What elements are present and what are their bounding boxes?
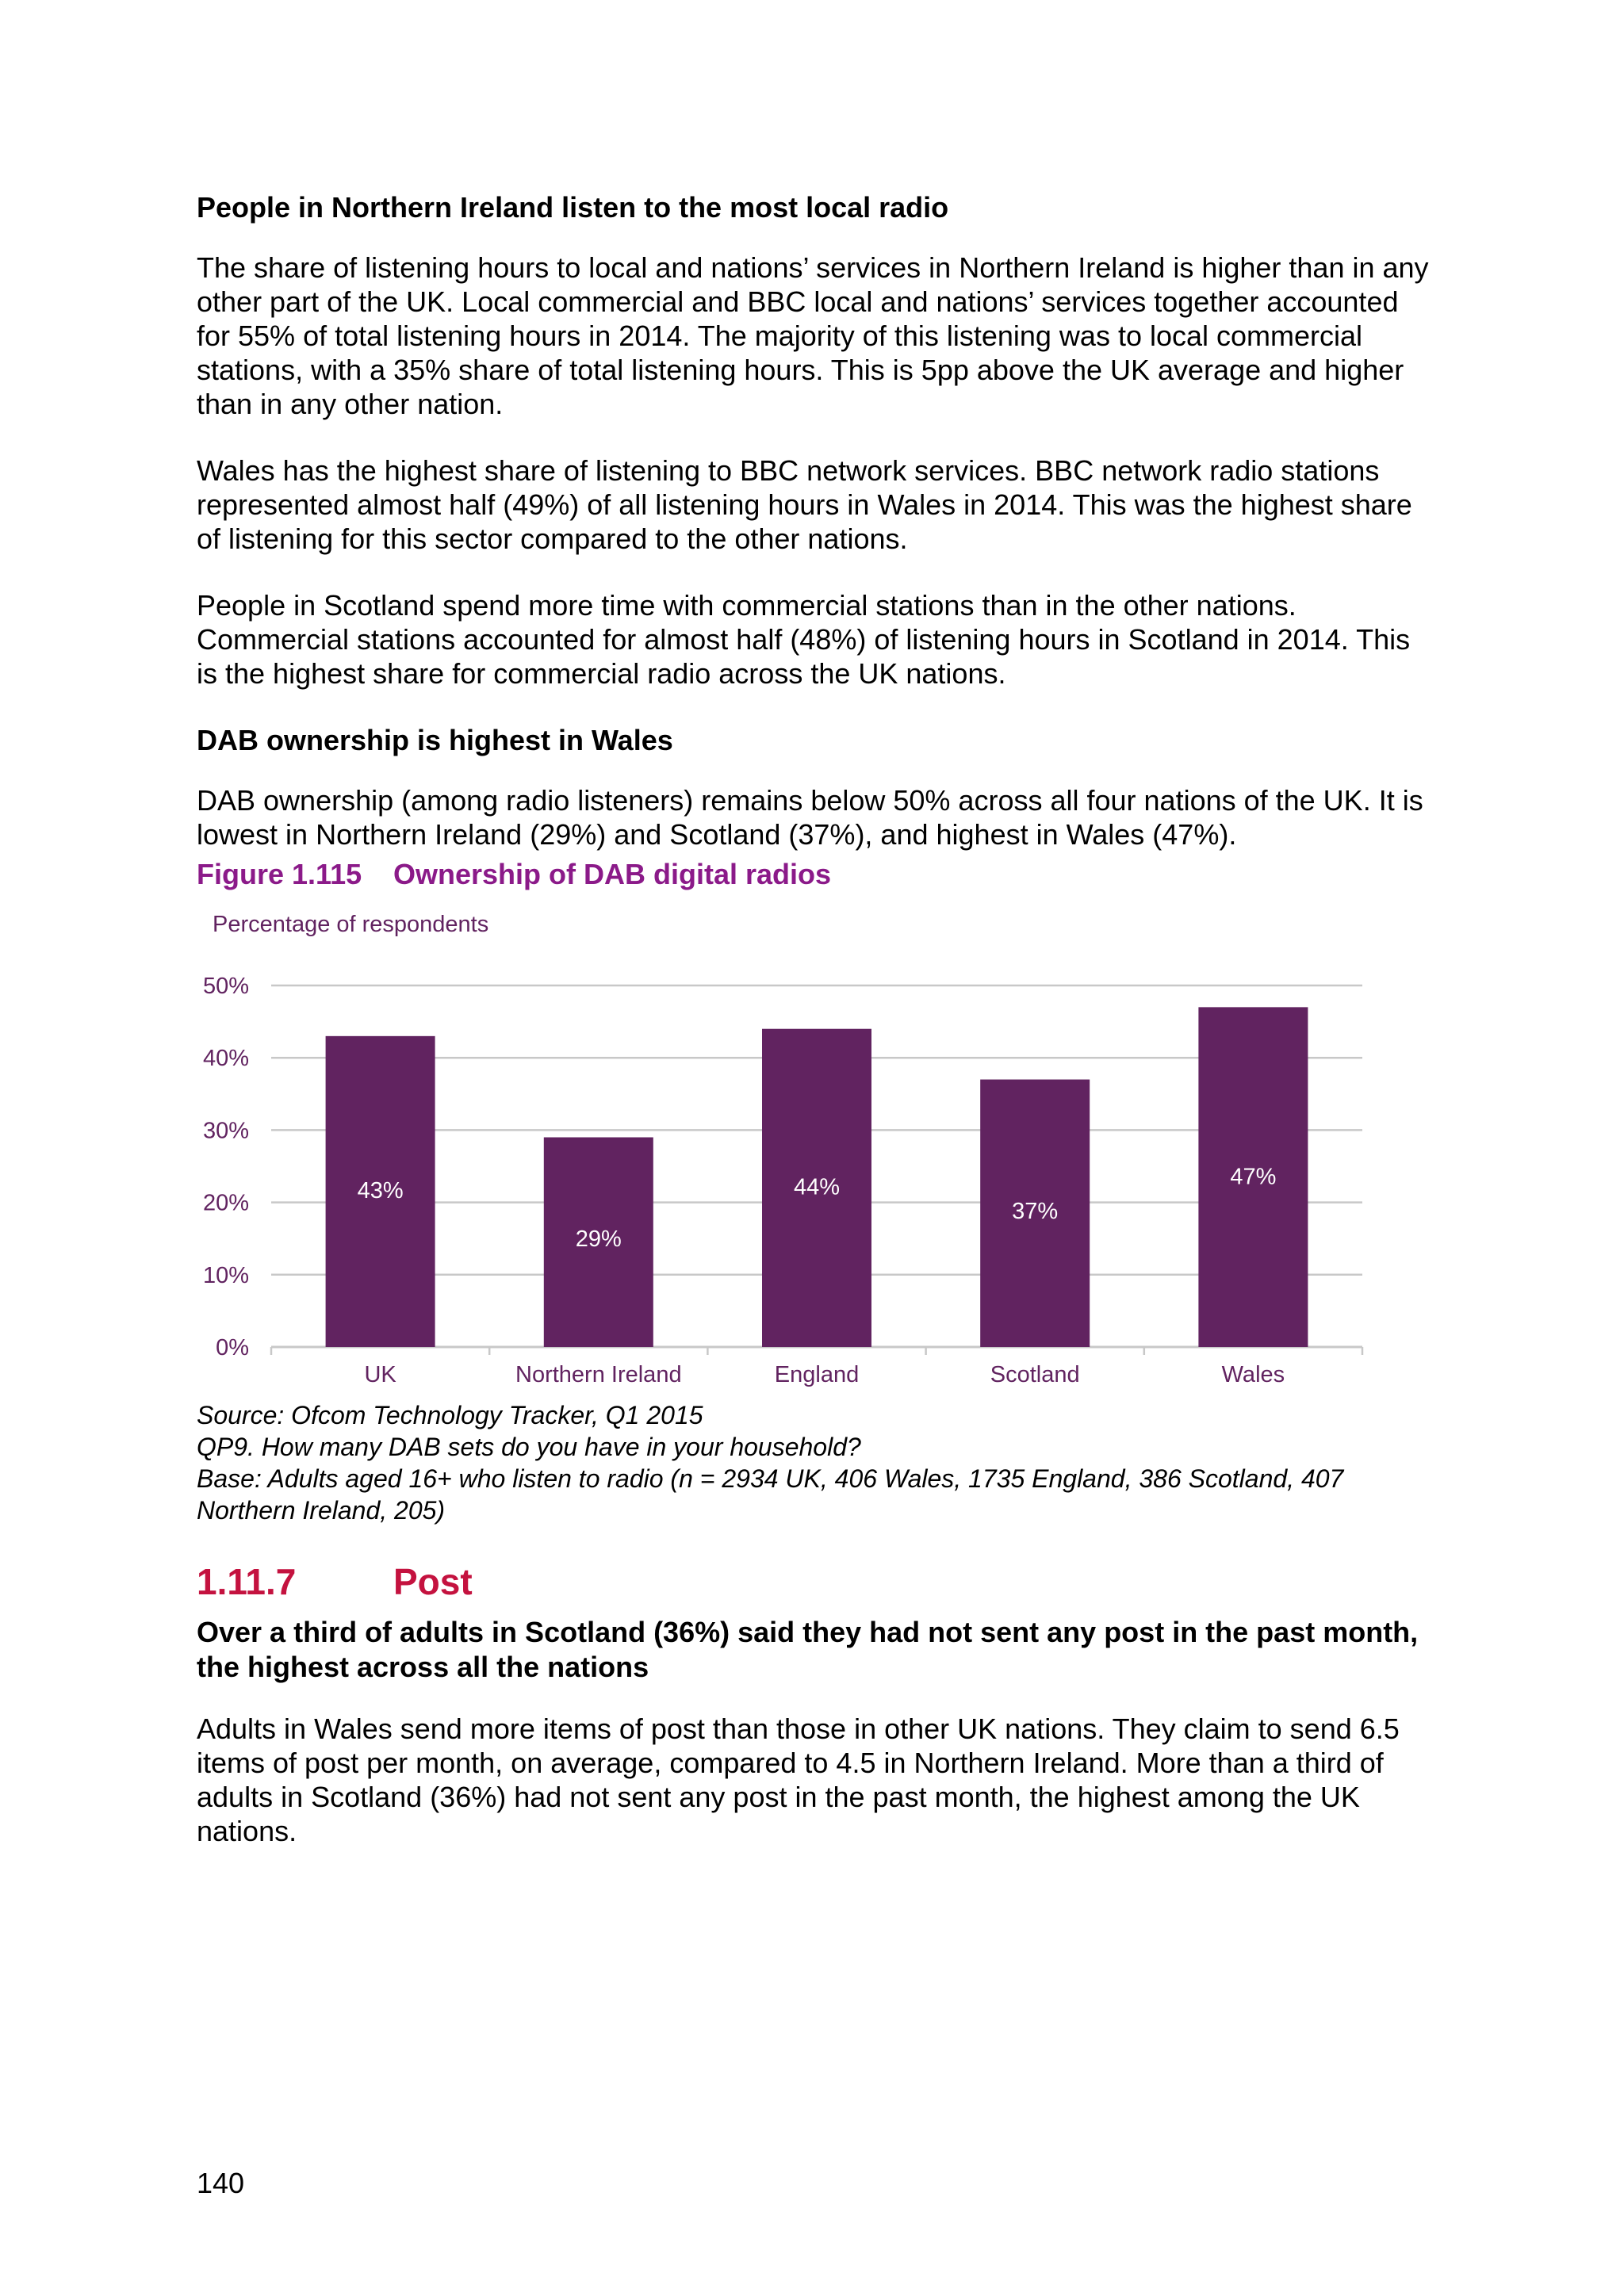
x-category-label: UK [364,1362,396,1387]
x-category-label: Northern Ireland [515,1362,682,1387]
heading-dab-ownership: DAB ownership is highest in Wales [197,724,673,756]
paragraph-post: Adults in Wales send more items of post than those in other UK nations. They claim to send 6.5 items of post per month, on average, compared to 4.5 in Northern Ireland. More than a third of adults in Scotland (36%) had not sent any post in the past month, the highest among the UK nations. [197,1712,1400,1847]
y-tick-label: 50% [202,974,249,999]
paragraph-dab-ownership: DAB ownership (among radio listeners) remains below 50% across all four nations of the UK. It is lowest in Northern Ireland (29%) and Scotland (37%), and highest in Wales (47%). [197,784,1423,851]
section-number: 1.11.7 [197,1561,297,1602]
x-category-label: England [774,1362,860,1387]
y-tick-label: 20% [202,1190,249,1216]
section-title: Post [393,1561,473,1602]
section-heading [197,1559,1434,1604]
paragraph-scotland-commercial: People in Scotland spend more time with commercial stations than in the other nations. Commercial stations accounted for almost half (48%) of listening hours in Scotland in 2014. This is the highest share for commercial radio across the UK nations. [197,589,1411,690]
page-content [197,190,1434,1881]
paragraph-local-radio: The share of listening hours to local and nations’ services in Northern Ireland is higher than in any other part of the UK. Local commercial and BBC local and nations’ services together accounted for 55% of total listening hours in 2014. The majority of this listening was to local commercial stations, with a 35% share of total listening hours. This is 5pp above the UK average and higher than in any other nation. [197,251,1429,420]
chart-svg [197,892,1434,1399]
y-tick-label: 0% [216,1335,249,1360]
x-category-label: Wales [1221,1362,1285,1387]
source-line: Source: Ofcom Technology Tracker, Q1 2015 [197,1401,703,1429]
page-number: 140 [197,2167,245,2199]
paragraph-wales-bbc: Wales has the highest share of listening to BBC network services. BBC network radio stations represented almost half (49%) of all listening hours in Wales in 2014. This was the highest share of listening for this sector compared to the other nations. [197,454,1412,555]
y-tick-label: 40% [202,1046,249,1072]
dab-ownership-chart [197,892,1434,1399]
y-axis-label: Percentage of respondents [213,912,489,937]
bar-data-label: 44% [793,1174,841,1200]
y-tick-label: 30% [202,1118,249,1144]
figure-title [197,857,1434,892]
heading-local-radio: People in Northern Ireland listen to the most local radio [197,191,949,224]
bar-data-label: 47% [1230,1164,1277,1190]
x-category-label: Scotland [990,1362,1080,1387]
bar-data-label: 43% [357,1177,404,1203]
figure-caption: Ownership of DAB digital radios [393,858,832,890]
base-line: Base: Adults aged 16+ who listen to radio (n = 2934 UK, 406 Wales, 1735 England, 386 Scotland, 407 Northern Ireland, 205) [197,1464,1344,1525]
bar-data-label: 37% [1012,1199,1059,1225]
bar-data-label: 29% [575,1226,622,1253]
heading-post: Over a third of adults in Scotland (36%) said they had not sent any post in the past month, the highest across all the nations [197,1616,1419,1683]
question-line: QP9. How many DAB sets do you have in your household? [197,1433,861,1461]
y-tick-label: 10% [202,1262,249,1288]
figure-number: Figure 1.115 [197,858,362,890]
